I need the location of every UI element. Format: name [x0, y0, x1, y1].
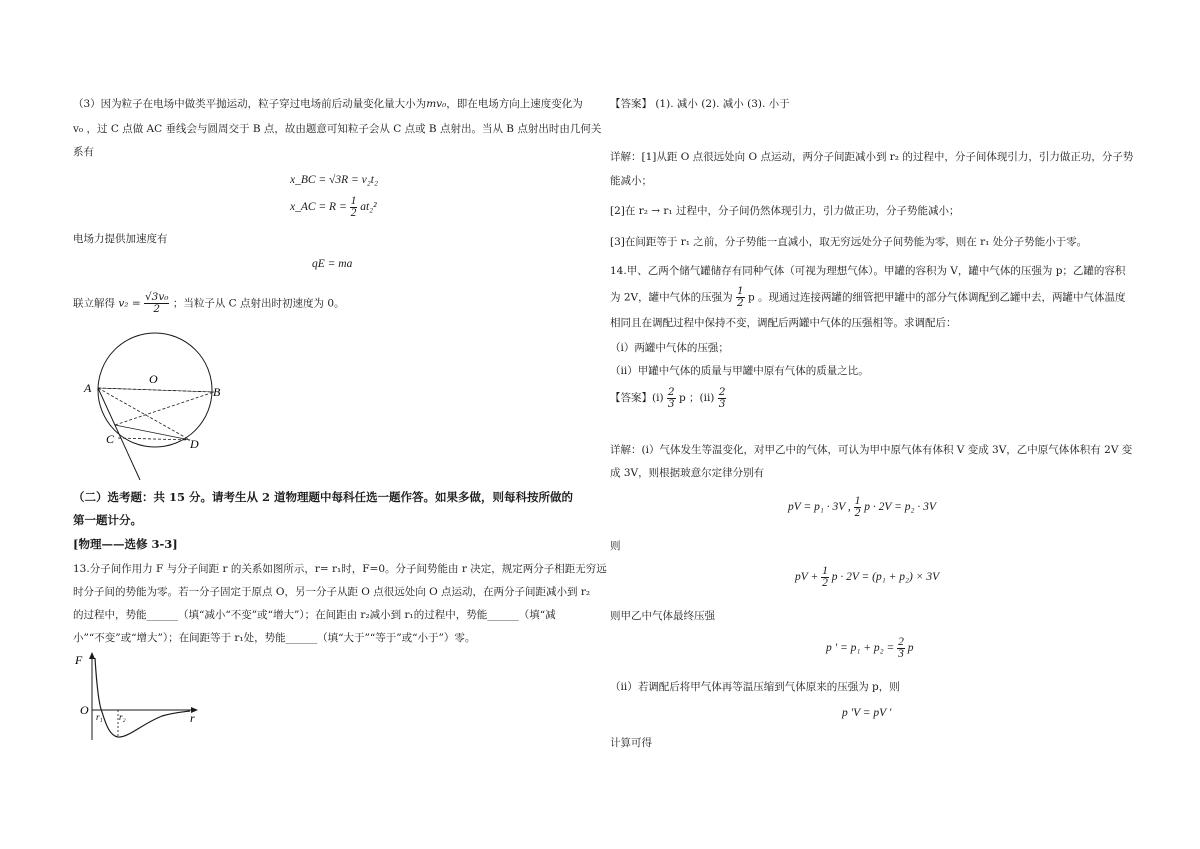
q3-line3: 系有 [73, 146, 94, 158]
q14-line2-a: 为 2V，罐中气体的压强为 [610, 291, 733, 304]
line-ab-solid [98, 388, 214, 392]
q14-line2 [610, 286, 1126, 309]
answer-14-frac-1: $\frac{2}{3}$ [667, 385, 675, 410]
label-b: B [213, 385, 221, 399]
equation-final-tail: p [907, 642, 914, 655]
detail-13-1b: 能减小； [610, 175, 652, 187]
equation-final [826, 637, 914, 660]
detail-14-1: 详解：(i）气体发生等温变化，对甲乙中的气体，可认为甲中原气体有体积 V 变成 3V，乙中原气体体积有 2V 变 [610, 444, 1133, 456]
section-title: （二）选考题：共 15 分。请考生从 2 道物理题中每科任选一题作答。如果多做，则每科按所做的 [73, 490, 574, 504]
answer-14-frac-2: $\frac{2}{3}$ [718, 385, 726, 410]
line-ac [98, 388, 140, 480]
force-text: 电场力提供加速度有 [73, 233, 168, 245]
detail-14-ii: （ii）若调配后将甲气体再等温压缩到气体原来的压强为 p，则 [610, 681, 900, 693]
q3-line1 [73, 97, 583, 111]
q3-text-end: ，即在电场方向上速度变化为 [446, 98, 583, 110]
solve-prefix: 联立解得 [73, 297, 115, 310]
q3-line2: v₀ ，过 C 点做 AC 垂线会与圆周交于 B 点，故由题意可知粒子会从 C 点或 B 点射出。当从 B 点射出时由几何关 [73, 123, 602, 135]
circle-geometry-figure [80, 330, 250, 480]
answer-14-mid: p ；(ii) [678, 392, 715, 404]
force-curve [95, 658, 190, 737]
line-cd [115, 425, 190, 440]
solve-fraction: $\frac{\text{√3v₀}}{2}$ [144, 291, 169, 315]
q14-part-i: （i）两罐中气体的压强； [610, 342, 729, 354]
module-title: [物理——选修 3-3] [73, 537, 178, 551]
equation-final-frac: $\frac{2}{3}$ [898, 636, 904, 660]
label-o: O [149, 372, 158, 386]
q13-line2: 时分子间的势能为零。若一分子固定于原点 O，另一分子从距 O 点很远处向 O 点运动，在两分子间距减小到 r₂ [73, 586, 591, 598]
equation-xac-left: x_AC = R = [290, 201, 347, 214]
equation-boyle-1 [788, 496, 936, 519]
equation-total-a: pV + [795, 571, 819, 584]
solve-v2: v₂ = [118, 297, 141, 310]
equation-ii: p 'V = pV ' [842, 707, 892, 719]
q13-line3: 的过程中，势能______（填“减小“不变”或“增大”）；在间距由 r₂减小到 r₁的过程中，势能______（填“减 [73, 609, 556, 621]
label-origin: O [80, 703, 89, 717]
detail-14-2: 成 3V，则根据玻意尔定律分别有 [610, 467, 765, 479]
equation-xac-right: at₂² [360, 201, 377, 214]
equation-boyle-1a: pV = p₁ · 3V , [788, 501, 851, 514]
equation-total [795, 566, 939, 589]
q13-line4: 小”“不变”或“增大”）；在间距等于 r₁处，势能______（填“大于”“等于”或“小于”）零。 [73, 632, 476, 644]
then-text: 则 [610, 540, 621, 552]
final-pressure-text: 则甲乙中气体最终压强 [610, 610, 715, 622]
solve-suffix: ；当粒子从 C 点射出时初速度为 0。 [172, 297, 345, 310]
answer-13: 【答案】 (1). 减小 (2). 减小 (3). 小于 [610, 98, 790, 110]
q13-line1: 13.分子间作用力 F 与分子间距 r 的关系如图所示，r= r₁时，F=0。分子间势能由 r 决定，规定两分子相距无穷远 [73, 563, 607, 575]
q3-text: （3）因为粒子在电场中做类平抛运动，粒子穿过电场前后动量变化量大小为 [73, 98, 427, 110]
q3-mv0: mv₀ [426, 98, 447, 110]
label-r2: r₂ [119, 712, 126, 722]
q14-line1: 14.甲、乙两个储气罐储存有同种气体（可视为理想气体）。甲罐的容积为 V，罐中气体的压强为 p；乙罐的容积 [610, 265, 1126, 277]
label-a: A [84, 381, 92, 395]
equation-boyle-frac: $\frac{1}{2}$ [854, 495, 861, 519]
equation-qe: qE = ma [312, 258, 353, 270]
answer-14-prefix: 【答案】(i) [610, 392, 664, 404]
y-axis-arrow [89, 652, 95, 659]
equation-boyle-1b: p · 2V = p₂ · 3V [864, 501, 936, 514]
fraction-half: $\frac{1}{2}$ [350, 195, 357, 219]
equation-total-b: p · 2V = (p₁ + p₂) × 3V [831, 571, 940, 584]
line-ext [118, 438, 190, 440]
equation-final-left: p ' = p₁ + p₂ = [826, 642, 895, 655]
label-r: r [190, 711, 195, 725]
label-f: F [75, 653, 83, 667]
label-c: C [106, 432, 115, 446]
calc-text: 计算可得 [610, 737, 652, 749]
detail-13-1: 详解：[1]从距 O 点很远处向 O 点运动，两分子间距减小到 r₂ 的过程中，分子间体现引力，引力做正功，分子势 [610, 151, 1134, 163]
answer-14 [610, 386, 726, 410]
q14-line3: 相同且在调配过程中保持不变，调配后两罐中气体的压强相等。求调配后： [610, 317, 957, 329]
force-distance-figure [72, 650, 202, 745]
q14-line2-b: p 。现通过连接两罐的细管把甲罐中的部分气体调配到乙罐中去，两罐中气体温度 [747, 291, 1126, 304]
equation-xbc: x_BC = √3R = v₂t₂ [290, 174, 378, 186]
label-r1: r₁ [96, 712, 103, 722]
detail-13-2: [2]在 r₂ → r₁ 过程中，分子间仍然体现引力，引力做正功，分子势能减小； [610, 205, 960, 217]
fraction-half-q14: $\frac{1}{2}$ [736, 285, 744, 309]
equation-xac [290, 196, 377, 219]
solve-line [73, 292, 345, 315]
detail-13-3: [3]在间距等于 r₁ 之前，分子势能一直减小，取无穷远处分子间势能为零，则在 r₁ 处分子势能小于零。 [610, 236, 1088, 248]
section-title-2: 第一题计分。 [73, 513, 142, 527]
dashed-cb [115, 392, 214, 425]
equation-total-frac: $\frac{1}{2}$ [822, 565, 828, 589]
label-d: D [190, 437, 199, 451]
q14-part-ii: （ii）甲罐中气体的质量与甲罐中原有气体的质量之比。 [610, 365, 869, 377]
